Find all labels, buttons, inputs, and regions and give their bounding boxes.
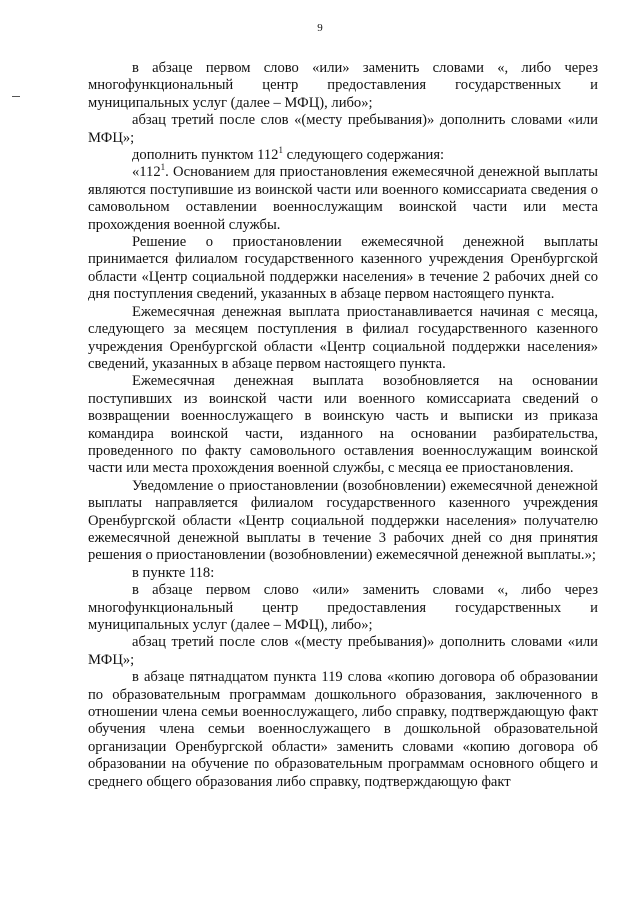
page-number: 9 xyxy=(317,22,323,34)
paragraph-6: Ежемесячная денежная выплата приостанавливается начиная с месяца, следующего за месяцем поступления в филиал государственного казенного учреждения Оренбургской области «Центр социальной поддержки населения» сведений, указанных в абзаце первом настоящего пункта. xyxy=(88,303,598,372)
paragraph-4 xyxy=(88,164,598,234)
paragraph-3-text-a: дополнить пунктом 112 xyxy=(132,147,279,164)
paragraph-5: Решение о приостановлении ежемесячной денежной выплаты принимается филиалом государственного казенного учреждения Оренбургской области «Центр социальной поддержки населения» в течение 2 рабочих дней со дня поступления сведений, указанных в абзаце первом настоящего пункта. xyxy=(88,234,598,303)
margin-mark xyxy=(12,96,20,97)
paragraph-1: в абзаце первом слово «или» заменить словами «, либо через многофункциональный центр предоставления государственных и муниципальных услуг (далее – МФЦ), либо»; xyxy=(88,60,598,111)
paragraph-8: Уведомление о приостановлении (возобновлении) ежемесячной денежной выплаты направляется филиалом государственного казенного учреждения Оренбургской области «Центр социальной поддержки населения» получателю ежемесячной денежной выплаты в течение 3 рабочих дней со дня принятия решения о приостановлении (возобновлении) ежемесячной денежной выплаты.»; xyxy=(88,477,598,564)
paragraph-4-text-b: . Основанием для приостановления ежемесячной денежной выплаты являются поступившие из воинской части или военного комиссариата сведения о самовольном оставлении военнослужащим воинской части или места прохождения военной службы. xyxy=(88,164,598,233)
paragraph-12: в абзаце пятнадцатом пункта 119 слова «копию договора об образовании по образовательным программам дошкольного образования, заключенного в отношении члена семьи военнослужащего, либо справку, подтверждающую факт обучения члена семьи военнослужащего в дошкольной образовательной организации Оренбургской области» заменить словами «копию договора об образовании на обучение по образовательным программам основного общего и среднего общего образования либо справку, подтверждающую факт xyxy=(88,669,598,790)
superscript: 1 xyxy=(278,145,283,156)
document-body xyxy=(88,60,598,791)
paragraph-2: абзац третий после слов «(месту пребывания)» дополнить словами «или МФЦ»; xyxy=(88,112,598,146)
paragraph-7: Ежемесячная денежная выплата возобновляется на основании поступивших из воинской части или военного комиссариата сведений о возвращении военнослужащего в воинскую часть и выписки из приказа командира воинской части, изданного на основании разбирательства, проведенного по факту самовольного оставления военнослужащим воинской части или места прохождения военной службы, с месяца ее приостановления. xyxy=(88,373,598,477)
paragraph-10: в абзаце первом слово «или» заменить словами «, либо через многофункциональный центр предоставления государственных и муниципальных услуг (далее – МФЦ), либо»; xyxy=(88,582,598,633)
paragraph-11: абзац третий после слов «(месту пребывания)» дополнить словами «или МФЦ»; xyxy=(88,634,598,668)
paragraph-4-text-a: «112 xyxy=(132,164,161,181)
paragraph-3-text-b: следующего содержания: xyxy=(282,147,445,164)
paragraph-9: в пункте 118: xyxy=(132,564,215,581)
superscript: 1 xyxy=(160,162,166,173)
